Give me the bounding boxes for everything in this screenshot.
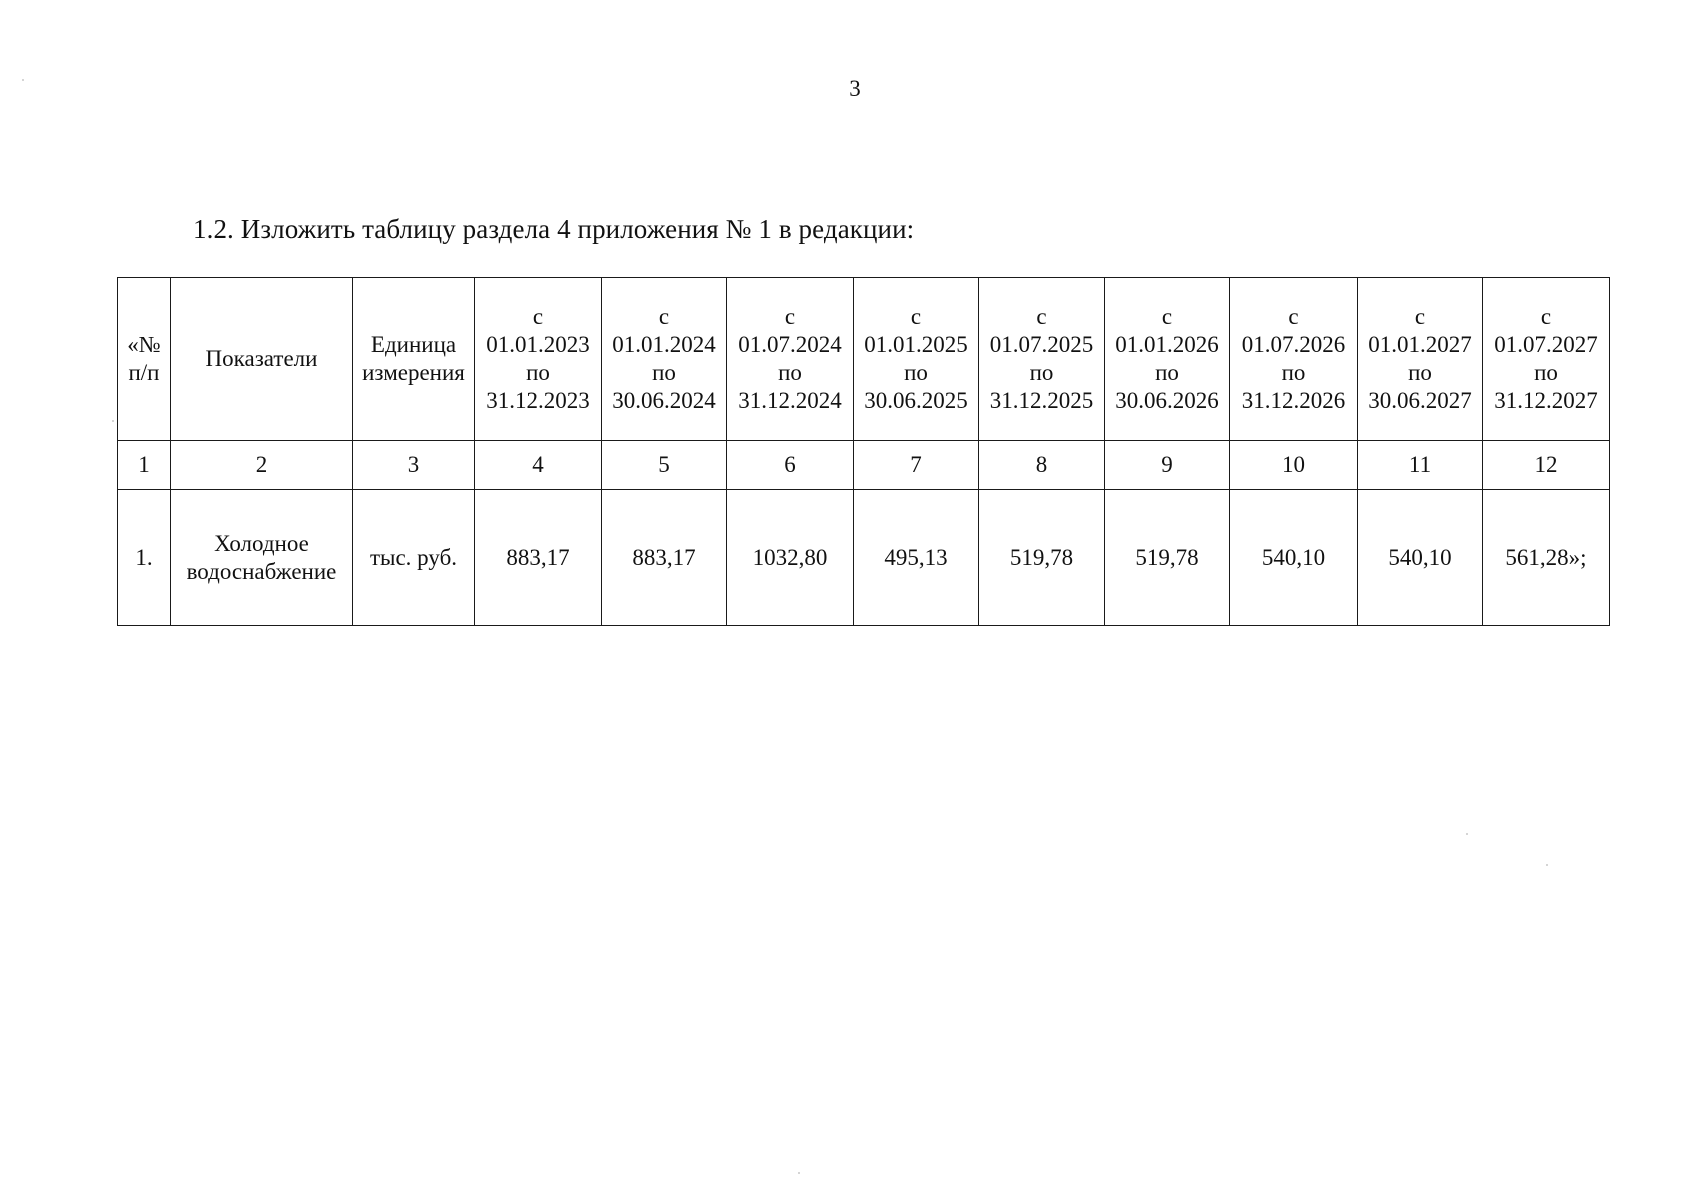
page-number: 3: [849, 76, 861, 101]
table-row: [118, 490, 1610, 626]
value-cell: 540,10: [1358, 490, 1483, 626]
value-cell: 495,13: [854, 490, 979, 626]
period-line: с: [1414, 304, 1426, 329]
header-cell-period: [854, 278, 979, 441]
value-cell: 519,78: [979, 490, 1105, 626]
header-cell-period: [475, 278, 602, 441]
column-number-cell: 5: [602, 441, 727, 490]
period-line: 30.06.2026: [1115, 388, 1219, 413]
period-line: по: [1408, 360, 1432, 385]
period-line: 01.07.2026: [1241, 332, 1346, 357]
column-number-cell: 7: [854, 441, 979, 490]
column-number-cell: 11: [1358, 441, 1483, 490]
value-cell: 883,17: [475, 490, 602, 626]
indicator-cell: [171, 490, 353, 626]
amendment-intro-text: 1.2. Изложить таблицу раздела 4 приложения № 1 в редакции:: [193, 214, 915, 244]
header-cell-unit: [353, 278, 475, 441]
scan-speck: [1546, 864, 1548, 866]
value-cell: 540,10: [1230, 490, 1358, 626]
period-line: с: [784, 304, 796, 329]
period-line: по: [1029, 360, 1054, 385]
period-line: по: [526, 360, 550, 385]
period-line: 01.07.2027: [1494, 332, 1598, 357]
period-line: с: [910, 304, 922, 329]
period-line: 30.06.2025: [864, 388, 968, 413]
column-number-cell: 2: [171, 441, 353, 490]
column-number-cell: 8: [979, 441, 1105, 490]
column-number-cell: 12: [1483, 441, 1610, 490]
header-cell-period: [1483, 278, 1610, 441]
value-cell: 561,28»;: [1483, 490, 1610, 626]
period-line: 01.01.2025: [864, 332, 968, 357]
period-line: по: [1534, 360, 1558, 385]
period-line: 01.01.2026: [1115, 332, 1219, 357]
period-line: 31.12.2027: [1494, 388, 1598, 413]
indicator-line: водоснабжение: [186, 558, 337, 584]
column-number-cell: 6: [727, 441, 854, 490]
unit-cell: тыс. руб.: [353, 490, 475, 626]
header-cell-period: [1105, 278, 1230, 441]
period-line: 01.07.2024: [738, 332, 842, 357]
header-cell-period: [727, 278, 854, 441]
period-line: с: [658, 304, 670, 329]
period-line: 31.12.2023: [486, 388, 590, 413]
header-cell-period: [979, 278, 1105, 441]
indicator-line: Холодное: [214, 530, 309, 556]
value-cell: 1032,80: [727, 490, 854, 626]
header-cell-period: [1358, 278, 1483, 441]
period-line: 30.06.2027: [1368, 388, 1472, 413]
header-cell-period: [1230, 278, 1358, 441]
header-cell-period: [602, 278, 727, 441]
table-header-row: [118, 278, 1610, 441]
header-unit-line: Единица: [370, 332, 457, 357]
value-cell: 883,17: [602, 490, 727, 626]
header-indicator-label: Показатели: [205, 346, 318, 371]
header-num-line: «№: [127, 332, 161, 357]
row-number-cell: 1.: [118, 490, 171, 626]
scan-speck: [798, 1172, 800, 1174]
period-line: по: [1281, 360, 1306, 385]
period-line: по: [652, 360, 676, 385]
period-line: 01.01.2024: [612, 332, 716, 357]
header-unit-line: измерения: [362, 360, 465, 385]
period-line: по: [904, 360, 928, 385]
header-num-line: п/п: [128, 360, 160, 385]
period-line: с: [1288, 304, 1299, 329]
column-number-cell: 3: [353, 441, 475, 490]
period-line: с: [1540, 304, 1552, 329]
column-number-cell: 1: [118, 441, 171, 490]
period-line: с: [532, 304, 544, 329]
column-number-cell: 10: [1230, 441, 1358, 490]
scan-speck: [1466, 833, 1468, 835]
period-line: с: [1161, 304, 1173, 329]
period-line: 01.01.2023: [486, 332, 590, 357]
scan-speck: [112, 420, 114, 422]
period-line: 31.12.2026: [1241, 388, 1346, 413]
column-number-cell: 9: [1105, 441, 1230, 490]
period-line: 01.01.2027: [1368, 332, 1472, 357]
period-line: 01.07.2025: [989, 332, 1094, 357]
period-line: по: [778, 360, 802, 385]
period-line: с: [1036, 304, 1047, 329]
column-number-cell: 4: [475, 441, 602, 490]
column-number-row: [118, 441, 1610, 490]
period-line: 30.06.2024: [612, 388, 716, 413]
period-line: по: [1155, 360, 1179, 385]
header-cell-indicator: [171, 278, 353, 441]
period-line: 31.12.2025: [989, 388, 1094, 413]
tariff-table: [117, 277, 1610, 626]
scan-speck: [22, 79, 24, 81]
period-line: 31.12.2024: [738, 388, 842, 413]
header-cell-num: [118, 278, 171, 441]
value-cell: 519,78: [1105, 490, 1230, 626]
